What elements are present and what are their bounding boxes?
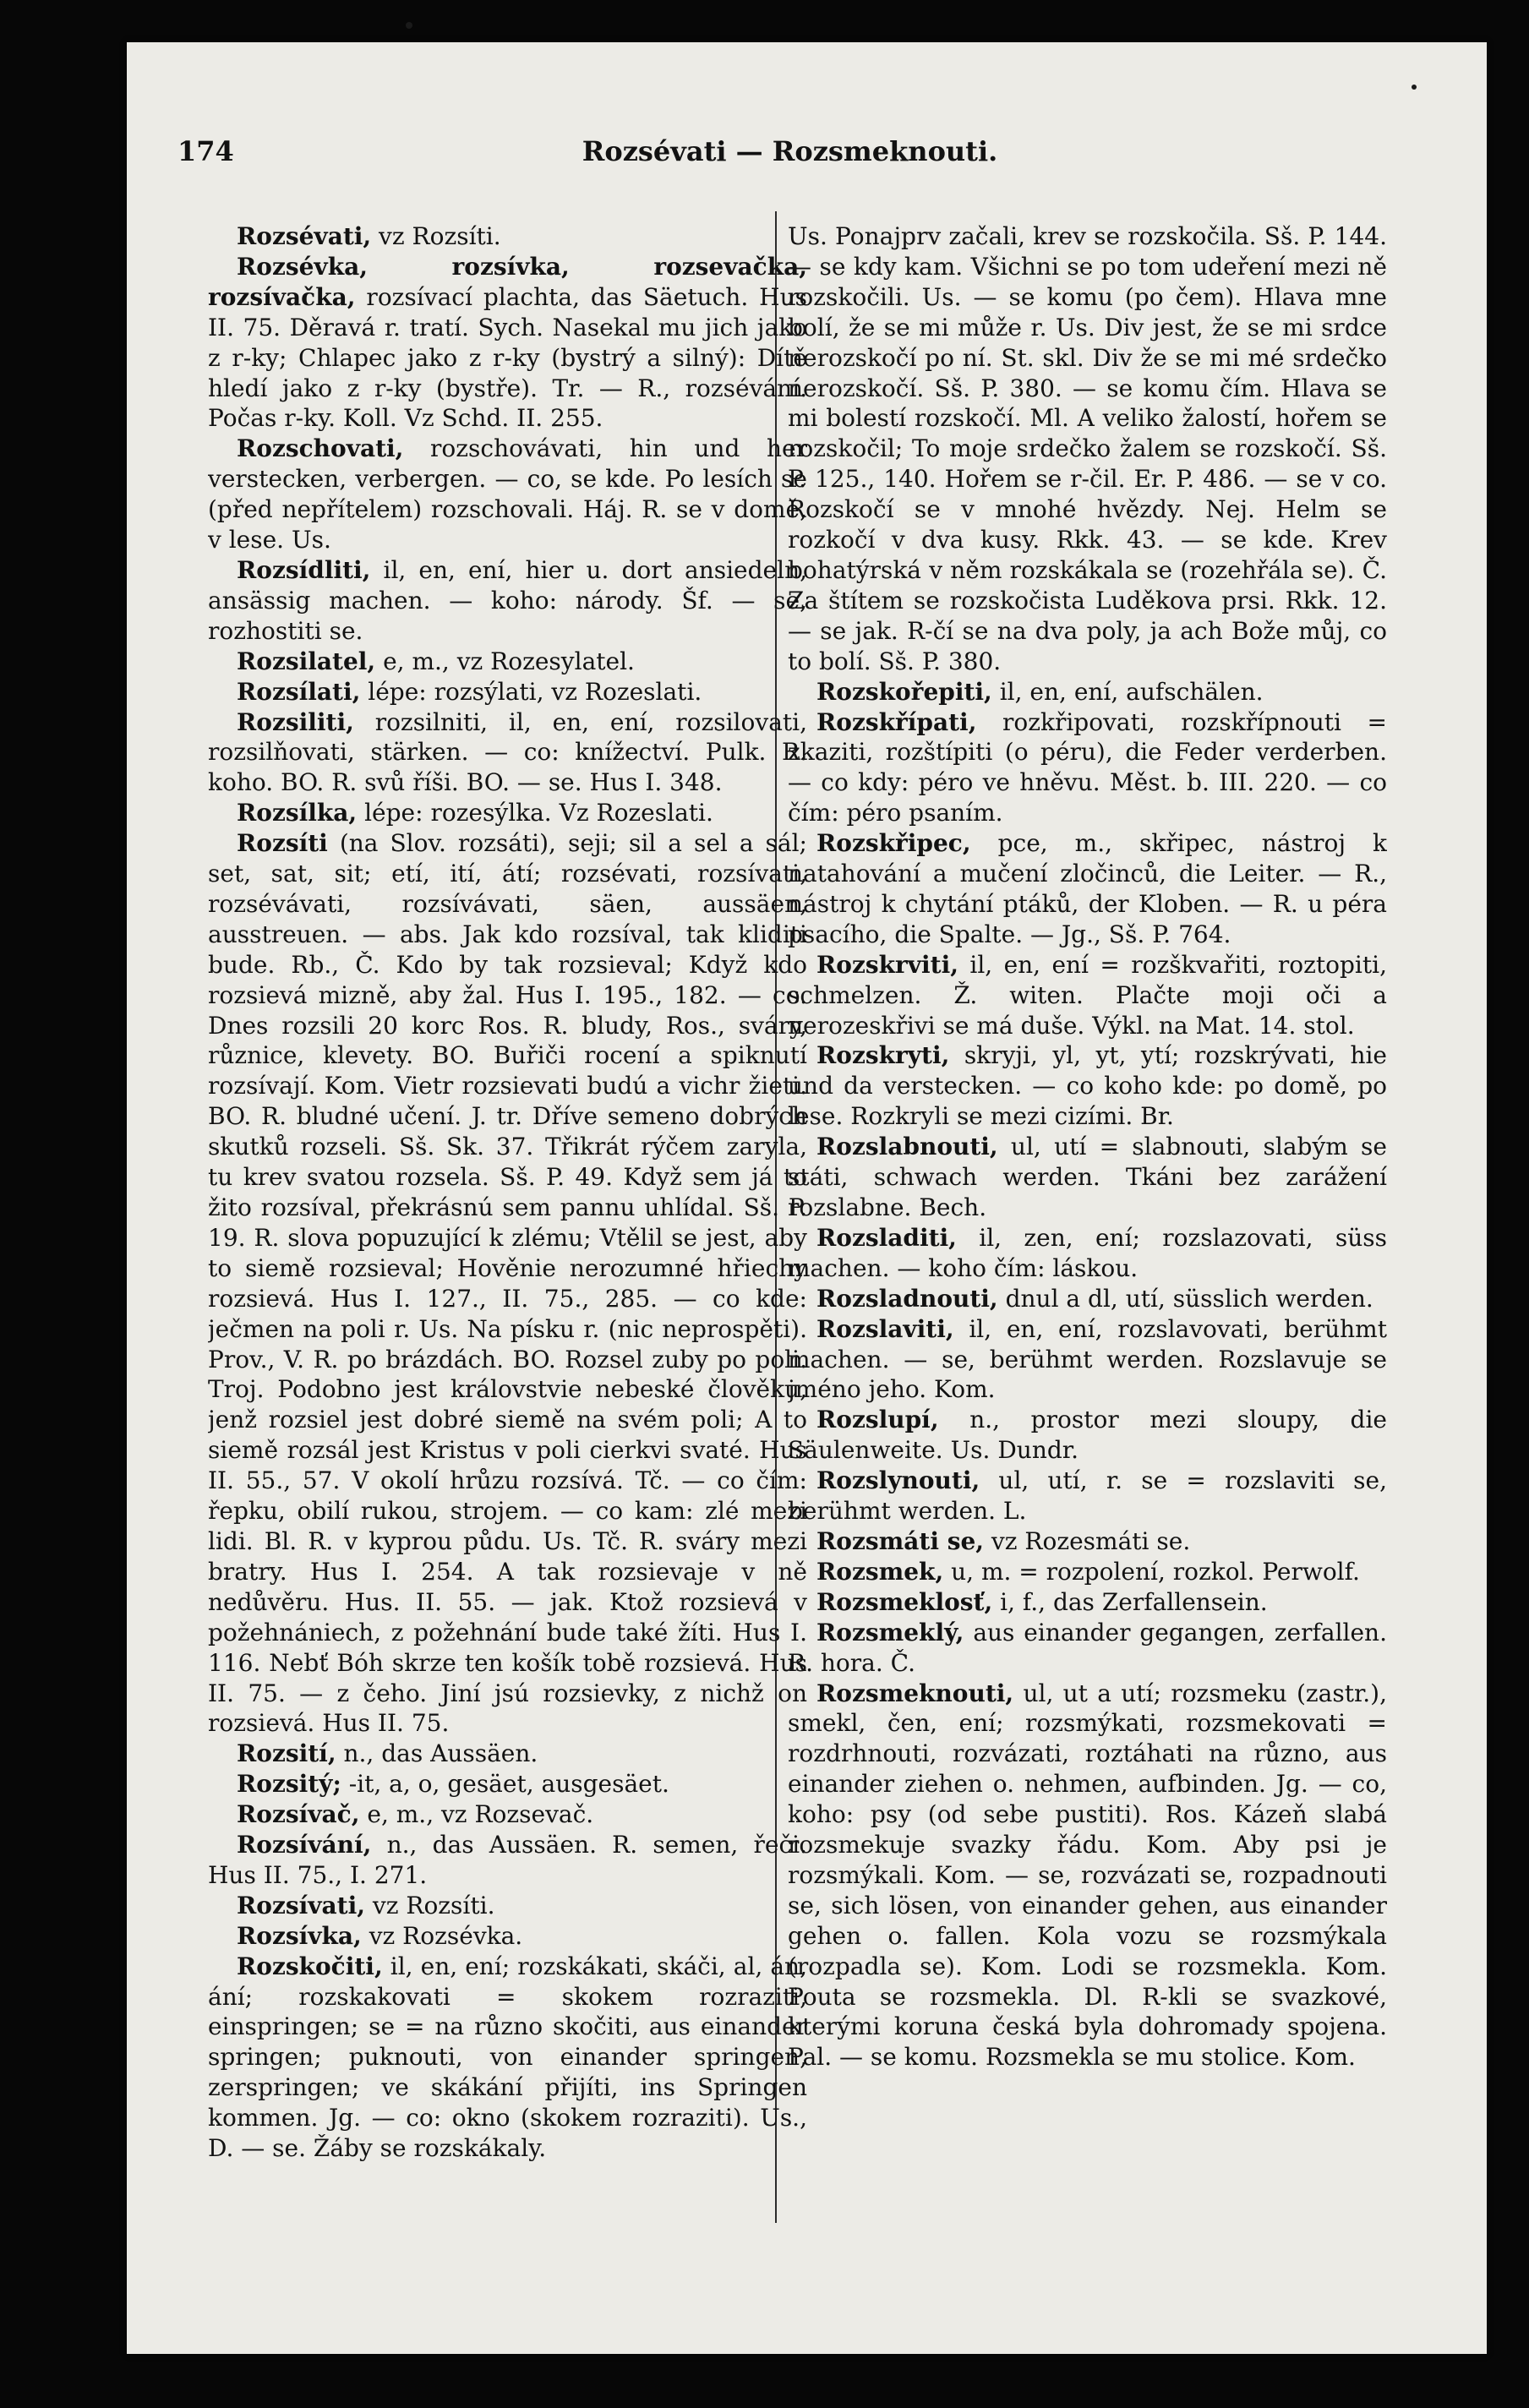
entry-headword: Rozsiliti,: [237, 707, 354, 736]
entry-headword: Rozsídliti,: [237, 555, 371, 584]
dictionary-entry: [788, 1557, 1387, 1587]
entry-text: il, zen, ení; rozslazovati, süss machen. — koho čím: láskou.: [788, 1223, 1387, 1282]
dictionary-entry: [788, 1587, 1387, 1618]
entry-headword: Rozsmeklosť,: [816, 1587, 993, 1616]
entry-text: il, en, ení, hier u. dort ansiedeln, ansässig machen. — koho: národy. Šf. — se, rozhostiti se.: [208, 555, 807, 645]
dictionary-entry: [788, 1040, 1387, 1132]
entry-text: e, m., vz Rozesylatel.: [375, 647, 635, 675]
entry-headword: Rozslupí,: [816, 1406, 939, 1434]
dictionary-entry: [208, 1891, 807, 1921]
entry-text: ul, utí = slabnouti, slabým se státi, schwach werden. Tkáni bez zarážení rozslabne. Bech.: [788, 1133, 1387, 1221]
entry-text: ul, utí, r. se = rozslaviti se, berühmt werden. L.: [788, 1466, 1387, 1526]
entry-text: vz Rozesmáti se.: [984, 1526, 1191, 1555]
entry-headword: Rozsmeknouti,: [816, 1679, 1014, 1707]
entry-headword: Rozsívka,: [237, 1921, 362, 1950]
entry-headword: Rozslaviti,: [816, 1314, 954, 1343]
entry-text: skryji, yl, yt, ytí; rozskrývati, hie und da verstecken. — co koho kde: po domě, po lese. Rozkryli se mezi cizími. Br.: [788, 1041, 1387, 1131]
entry-text: rozsívací plachta, das Säetuch. Hus II. 75. Děravá r. tratí. Sych. Nasekal mu jich jako z r-ky; Chlapec jako z r-ky (bystrý a silný): Dítě hledí jako z r-ky (bystře). Tr. — R., rozsévání. Počas r-ky. Koll. Vz Schd. II. 255.: [208, 282, 807, 433]
entry-text: -it, a, o, gesäet, ausgesäet.: [341, 1770, 669, 1799]
dictionary-entry: [208, 1739, 807, 1769]
entry-text: Us. Ponajprv začali, krev se rozskočila. Sš. P. 144. — se kdy kam. Všichni se po tom udeření mezi ně rozskočili. Us. — se komu (po čem). Hlava mne bolí, že se mi může r. Us. Div jest, že se mi srdce nerozskočí po ní. St. skl. Div že se mi mé srdečko nerozskočí. Sš. P. 380. — se komu čím. Hlava se mi bolestí rozskočí. Ml. A veliko žalostí, hořem se rozskočil; To moje srdečko žalem se rozskočí. Sš. P. 125., 140. Hořem se r-čil. Er. P. 486. — se v co. Rozskočí se v mnohé hvězdy. Nej. Helm se rozkočí v dva kusy. Rkk. 43. — se kde. Krev bohatýrská v něm rozskákala se (rozehřála se). Č. Za štítem se rozskočista Luděkova prsi. Rkk. 12. — se jak. R-čí se na dva poly, ja ach Bože můj, co to bolí. Sš. P. 380.: [788, 222, 1387, 675]
dictionary-entry: [208, 828, 807, 1739]
page-number: 174: [177, 135, 234, 167]
dictionary-entry: [208, 798, 807, 828]
dictionary-entry: [208, 1799, 807, 1830]
entry-text: il, en, ení, rozslavovati, berühmt machen. — se, berühmt werden. Rozslavuje se jméno jeho. Kom.: [788, 1314, 1387, 1404]
dictionary-entry: [788, 1618, 1387, 1679]
dictionary-entry: [788, 1314, 1387, 1406]
entry-text: lépe: rozesýlka. Vz Rozeslati.: [357, 799, 713, 827]
entry-headword: Rozsitý;: [237, 1770, 341, 1799]
scan-speck: [406, 22, 412, 29]
dictionary-entry: [788, 1223, 1387, 1284]
entry-text: ul, ut a utí; rozsmeku (zastr.), smekl, čen, ení; rozsmýkati, rozsmekovati = rozdrhnouti, rozvázati, roztáhati na různo, aus einander ziehen o. nehmen, aufbinden. Jg. — co, koho: psy (od sebe pustiti). Ros. Kázeň slabá rozsmekuje svazky řádu. Kom. Aby psi je rozsmýkali. Kom. — se, rozvázati se, rozpadnouti se, sich lösen, von einander gehen, aus einander gehen o. fallen. Kola vozu se rozsmýkala (rozpadla se). Kom. Lodi se rozsmekla. Kom. Pouta se rozsmekla. Dl. R-kli se svazkové, kterými koruna česká byla dohromady spojena. Pal. — se komu. Rozsmekla se mu stolice. Kom.: [788, 1679, 1387, 2072]
entry-headword: Rozskrviti,: [816, 950, 958, 979]
entry-headword: Rozsití,: [237, 1739, 336, 1768]
dictionary-entry: [788, 1466, 1387, 1526]
dictionary-entry: [208, 707, 807, 799]
dictionary-entry: [788, 677, 1387, 707]
dictionary-entry: [788, 1679, 1387, 2073]
entry-headword: Rozsévati,: [237, 222, 372, 250]
entry-text: u, m. = rozpolení, rozkol. Perwolf.: [943, 1557, 1360, 1586]
dictionary-entry: [208, 677, 807, 707]
dictionary-entry: [208, 252, 807, 434]
left-column: [208, 221, 807, 2225]
dictionary-page: [127, 42, 1487, 2354]
dictionary-entry: [788, 1405, 1387, 1466]
entry-headword: Rozskřípati,: [816, 707, 977, 736]
entry-text: n., das Aussäen. R. semen, řeči. Hus II. 75., I. 271.: [208, 1831, 807, 1889]
dictionary-entry: [208, 647, 807, 677]
entry-text: il, en, ení; rozskákati, skáči, al, án, ání; rozskakovati = skokem rozraziti, einspringen; se = na různo skočiti, aus einander springen; puknouti, von einander springen, zerspringen; ve skákání přijíti, ins Springen kommen. Jg. — co: okno (skokem rozraziti). Us., D. — se. Žáby se rozskákaly.: [208, 1952, 807, 2163]
dictionary-entry: [208, 434, 807, 555]
entry-headword: Rozsladnouti,: [816, 1284, 998, 1313]
dictionary-entry: [208, 1921, 807, 1952]
entry-text: vz Rozsíti.: [371, 222, 501, 250]
entry-text: il, en, ení = rozškvařiti, roztopiti, schmelzen. Ž. witen. Plačte moji oči a nerozeskřivi se má duše. Výkl. na Mat. 14. stol.: [788, 950, 1387, 1040]
entry-headword: Rozsilatel,: [237, 647, 376, 675]
dictionary-entry: [788, 828, 1387, 950]
entry-headword: Rozsmeklý,: [816, 1618, 964, 1646]
entry-text: rozsilniti, il, en, ení, rozsilovati, rozsilňovati, stärken. — co: knížectví. Pulk. R. koho. BO. R. svů říši. BO. — se. Hus I. 348.: [208, 707, 807, 797]
entry-headword: Rozslynouti,: [816, 1466, 980, 1495]
dictionary-entry: [788, 1132, 1387, 1223]
entry-headword: Rozskryti,: [816, 1041, 950, 1070]
dictionary-entry: [788, 950, 1387, 1041]
entry-headword: Rozskřipec,: [816, 829, 971, 858]
entry-text: dnul a dl, utí, süsslich werden.: [997, 1284, 1373, 1313]
dictionary-entry: [208, 1830, 807, 1891]
dictionary-entry: [208, 1952, 807, 2164]
entry-headword: Rozsévka, rozsívka, rozsevačka, rozsívačka,: [208, 252, 807, 311]
entry-headword: Rozsíti: [237, 829, 328, 858]
entry-text: pce, m., skřipec, nástroj k natahování a mučení zločinců, die Leiter. — R., nástroj k chytání ptáků, der Kloben. — R. u péra psacího, die Spalte. — Jg., Sš. P. 764.: [788, 829, 1387, 948]
entry-headword: Rozsílati,: [237, 677, 361, 706]
entry-text: rozschovávati, hin und her verstecken, verbergen. — co, se kde. Po lesích se (před nepřítelem) rozschovali. Háj. R. se v domě, v lese. Us.: [208, 434, 807, 554]
entry-text: n., prostor mezi sloupy, die Säulenweite. Us. Dundr.: [788, 1406, 1387, 1465]
dictionary-entry: [208, 1769, 807, 1799]
entry-headword: Rozskočiti,: [237, 1952, 383, 1980]
entry-headword: Rozsívání,: [237, 1831, 372, 1859]
entry-headword: Rozsívač,: [237, 1800, 360, 1829]
entry-headword: Rozskořepiti,: [816, 677, 992, 706]
entry-text: n., das Aussäen.: [336, 1739, 538, 1768]
dictionary-entry: [208, 555, 807, 647]
entry-headword: Rozschovati,: [237, 434, 404, 463]
entry-headword: Rozsladiti,: [816, 1223, 957, 1252]
dictionary-entry: [788, 221, 1387, 677]
dictionary-entry: [788, 1526, 1387, 1557]
entry-text: e, m., vz Rozsevač.: [359, 1800, 594, 1829]
entry-text: i, f., das Zerfallensein.: [992, 1587, 1268, 1616]
entry-text: lépe: rozsýlati, vz Rozeslati.: [360, 677, 702, 706]
entry-headword: Rozsmek,: [816, 1557, 944, 1586]
entry-text: vz Rozsíti.: [364, 1891, 495, 1919]
dictionary-entry: [208, 221, 807, 252]
entry-text: vz Rozsévka.: [361, 1921, 523, 1950]
page-header: [177, 135, 1402, 177]
entry-headword: Rozslabnouti,: [816, 1133, 998, 1161]
entry-text: il, en, ení, aufschälen.: [991, 677, 1264, 706]
dictionary-entry: [788, 1284, 1387, 1314]
right-column: [788, 221, 1387, 2225]
entry-text: rozkřipovati, rozskřípnouti = zkaziti, rozštípiti (o péru), die Feder verderben. — co kdy: péro ve hněvu. Měst. b. III. 220. — co čím: péro psaním.: [788, 707, 1387, 827]
scan-speck: [1412, 85, 1417, 90]
entry-headword: Rozsmáti se,: [816, 1526, 985, 1555]
entry-text: (na Slov. rozsáti), seji; sil a sel a sál; set, sat, sit; etí, ití, átí; rozsévati, rozsívati, rozsévávati, rozsívávati, säen, aussäen, ausstreuen. — abs. Jak kdo rozsíval, tak kliditi bude. Rb., Č. Kdo by tak rozsieval; Když kdo rozsievá mizně, aby žal. Hus I. 195., 182. — co. Dnes rozsili 20 korc Ros. R. bludy, Ros., sváry, různice, klevety. BO. Buřiči rocení a spiknutí rozsívají. Kom. Vietr rozsievati budú a vichr žieti. BO. R. bludné učení. J. tr. Dříve semeno dobrých skutků rozseli. Sš. Sk. 37. Třikrát rýčem zaryla, tu krev svatou rozsela. Sš. P. 49. Když sem já to žito rozsíval, překrásnú sem pannu uhlídal. Sš. P. 19. R. slova popuzující k zlému; Vtělil se jest, aby to siemě rozsieval; Hověnie nerozumné hřiechy rozsievá. Hus I. 127., II. 75., 285. — co kde: ječmen na poli r. Us. Na písku r. (nic neprospěti). Prov., V. R. po brázdách. BO. Rozsel zuby po poli. Troj. Podobno jest královstvie nebeské člověku, jenž rozsiel jest dobré siemě na svém poli; A to siemě rozsál jest Kristus v poli cierkvi svaté. Hus II. 55., 57. V okolí hrůzu rozsívá. Tč. — co čím: řepku, obilí rukou, strojem. — co kam: zlé mezi lidi. Bl. R. v kyprou půdu. Us. Tč. R. sváry mezi bratry. Hus I. 254. A tak rozsievaje v ně nedůvěru. Hus. II. 55. — jak. Ktož rozsievá v požehnániech, z požehnání bude také žíti. Hus I. 116. Nebť Bóh skrze ten košík tobě rozsievá. Hus II. 75. — z čeho. Jiní jsú rozsievky, z nichž on rozsievá. Hus II. 75.: [208, 829, 807, 1738]
entry-headword: Rozsívati,: [237, 1891, 365, 1919]
dictionary-entry: [788, 707, 1387, 829]
entry-text: aus einander gegangen, zerfallen. R. hora. Č.: [788, 1618, 1387, 1677]
running-title: Rozsévati — Rozsmeknouti.: [582, 135, 998, 167]
entry-headword: Rozsílka,: [237, 799, 358, 827]
